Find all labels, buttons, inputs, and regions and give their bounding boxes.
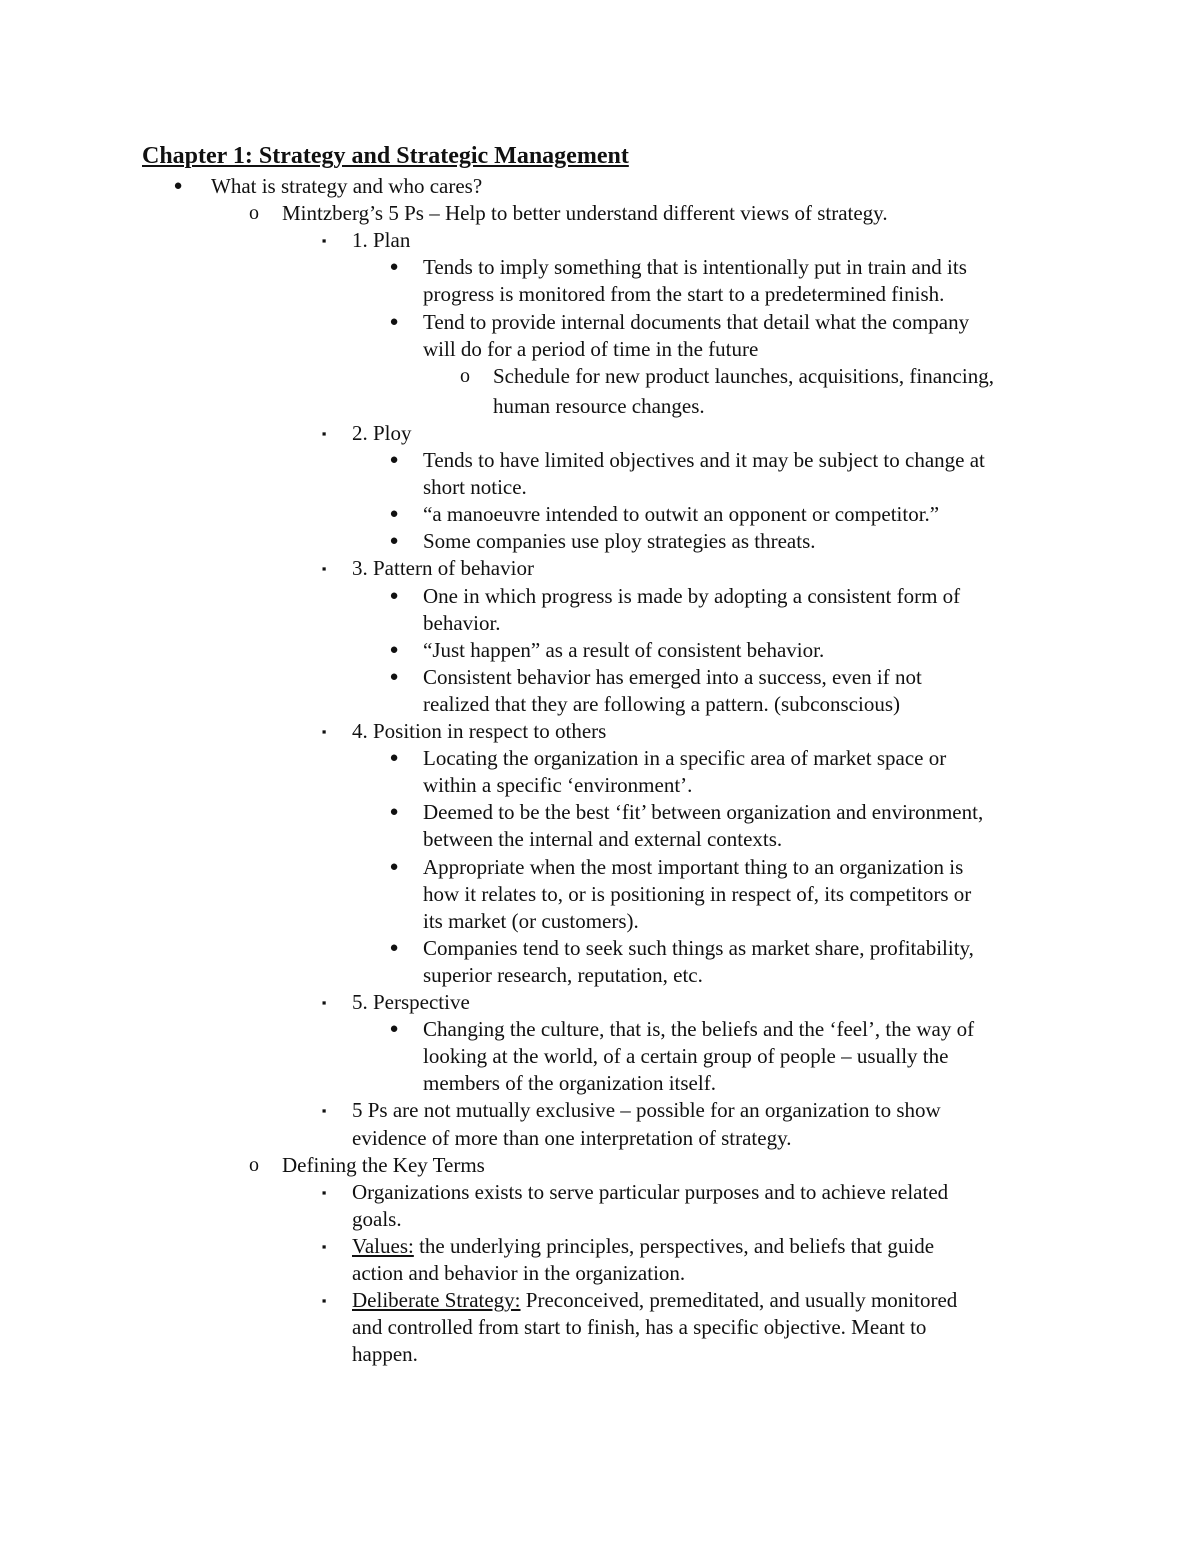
square-bullet-icon: ▪ — [321, 425, 327, 441]
outline-line — [423, 908, 639, 935]
line-text: Mintzberg’s 5 Ps – Help to better understand different views of strategy. — [282, 201, 888, 226]
line-text: behavior. — [423, 610, 501, 635]
line-text: the underlying principles, perspectives, and beliefs that guide — [413, 1233, 935, 1258]
outline-line — [423, 474, 527, 501]
line-text: Tends to have limited objectives and it may be subject to change at — [423, 448, 985, 472]
line-text: within a specific ‘environment’. — [423, 773, 693, 798]
line-text: realized that they are following a pattern. (subconscious) — [423, 691, 900, 716]
outline-line — [493, 363, 994, 390]
line-text: Changing the culture, that is, the beliefs and the ‘feel’, the way of — [423, 1017, 975, 1042]
square-bullet-icon: ▪ — [321, 233, 327, 249]
outline-line — [423, 664, 922, 691]
line-text: progress is monitored from the start to a predetermined finish. — [423, 282, 945, 307]
line-text: Locating the organization in a specific area of market space or — [423, 746, 947, 771]
outline-line — [352, 718, 606, 745]
outline-line — [493, 393, 705, 420]
line-text: “a manoeuvre intended to outwit an opponent or competitor.” — [423, 502, 940, 527]
outline-line — [352, 1125, 791, 1152]
outline-line — [423, 336, 758, 363]
line-text: 2. Ploy — [352, 420, 412, 445]
square-bullet-icon: ▪ — [321, 1103, 327, 1119]
chapter-title: Chapter 1: Strategy and Strategic Management — [142, 143, 629, 169]
line-text: action and behavior in the organization. — [352, 1261, 686, 1285]
line-text: 4. Position in respect to others — [352, 719, 607, 743]
bullet-icon: ● — [389, 506, 399, 523]
key-term: Values: — [352, 1233, 414, 1258]
bullet-icon: ● — [389, 452, 399, 468]
line-text: One in which progress is made by adopting a consistent form of — [423, 583, 961, 608]
bullet-icon: ● — [389, 587, 399, 604]
outline-line — [423, 745, 946, 772]
bullet-icon: ● — [389, 750, 399, 767]
outline-line — [352, 1097, 941, 1124]
outline-line — [423, 962, 703, 989]
outline-line — [423, 501, 939, 528]
line-text: short notice. — [423, 475, 527, 500]
outline-line — [423, 1070, 716, 1097]
outline-line — [423, 881, 971, 908]
square-bullet-icon: ▪ — [321, 1238, 327, 1254]
outline-line — [352, 1314, 926, 1341]
outline-line — [423, 799, 983, 826]
outline-line — [352, 555, 534, 582]
outline-line — [423, 528, 816, 555]
square-bullet-icon: ▪ — [321, 1184, 327, 1200]
line-text: Preconceived, premeditated, and usually monitored — [520, 1288, 958, 1313]
line-text: Organizations exists to serve particular purposes and to achieve related — [352, 1179, 949, 1204]
outline-line — [352, 1341, 418, 1368]
circle-bullet-icon: o — [460, 364, 470, 387]
outline-line — [423, 281, 944, 308]
line-text: will do for a period of time in the future — [423, 336, 759, 361]
outline-line — [423, 309, 969, 336]
bullet-icon: ● — [389, 641, 399, 658]
outline-line — [423, 447, 985, 474]
outline-line — [352, 1179, 948, 1206]
outline-line — [352, 1260, 685, 1287]
outline-line — [423, 1016, 974, 1043]
line-text: What is strategy and who cares? — [211, 174, 483, 198]
line-text: Defining the Key Terms — [282, 1152, 485, 1177]
bullet-icon: ● — [389, 1021, 399, 1038]
outline-line — [352, 1233, 934, 1260]
outline-line — [423, 583, 960, 610]
line-text: Consistent behavior has emerged into a success, even if not — [423, 664, 922, 689]
line-text: human resource changes. — [493, 393, 705, 418]
bullet-icon: ● — [389, 259, 399, 276]
line-text: 1. Plan — [352, 228, 411, 253]
outline-line — [423, 935, 974, 962]
line-text: happen. — [352, 1342, 418, 1367]
outline-line — [352, 1287, 957, 1314]
line-text: how it relates to, or is positioning in respect of, its competitors or — [423, 881, 972, 906]
bullet-icon: ● — [389, 804, 399, 821]
line-text: 5. Perspective — [352, 990, 470, 1014]
bullet-icon: ● — [389, 939, 399, 956]
bullet-icon: ● — [389, 313, 399, 330]
outline-line — [282, 1152, 485, 1179]
line-text: between the internal and external contexts. — [423, 827, 783, 852]
outline-line — [352, 989, 470, 1016]
outline-line — [423, 691, 900, 718]
line-text: Companies tend to seek such things as market share, profitability, — [423, 935, 974, 960]
outline-line — [352, 227, 410, 254]
line-text: 5 Ps are not mutually exclusive – possible for an organization to show — [352, 1098, 941, 1123]
bullet-icon: ● — [389, 668, 399, 685]
circle-bullet-icon: o — [249, 202, 259, 225]
square-bullet-icon: ▪ — [321, 1293, 327, 1309]
outline-line — [211, 173, 482, 200]
outline-line — [352, 1206, 402, 1233]
square-bullet-icon: ▪ — [321, 724, 327, 739]
bullet-icon: ● — [389, 533, 399, 550]
outline-line — [423, 854, 963, 881]
line-text: superior research, reputation, etc. — [423, 962, 703, 987]
line-text: Some companies use ploy strategies as threats. — [423, 529, 816, 554]
key-term: Deliberate Strategy: — [352, 1288, 521, 1313]
outline-line — [423, 637, 824, 664]
line-text: and controlled from start to finish, has a specific objective. Meant to — [352, 1315, 927, 1340]
outline-line — [423, 1043, 948, 1070]
outline-line — [423, 826, 782, 853]
outline-line — [423, 772, 692, 799]
line-text: Tend to provide internal documents that detail what the company — [423, 309, 970, 334]
line-text: Tends to imply something that is intentionally put in train and its — [423, 255, 967, 280]
outline-line — [282, 200, 888, 227]
line-text: goals. — [352, 1206, 402, 1231]
line-text: Deemed to be the best ‘fit’ between organization and environment, — [423, 800, 984, 825]
square-bullet-icon: ▪ — [321, 561, 327, 577]
outline-line — [423, 610, 501, 637]
line-text: its market (or customers). — [423, 908, 639, 933]
line-text: looking at the world, of a certain group of people – usually the — [423, 1044, 949, 1069]
line-text: Schedule for new product launches, acquisitions, financing, — [493, 363, 994, 388]
line-text: members of the organization itself. — [423, 1071, 716, 1096]
line-text: 3. Pattern of behavior — [352, 556, 534, 581]
circle-bullet-icon: o — [249, 1153, 259, 1176]
bullet-icon: ● — [173, 178, 183, 194]
line-text: Appropriate when the most important thing to an organization is — [423, 854, 964, 879]
square-bullet-icon: ▪ — [321, 995, 327, 1010]
line-text: evidence of more than one interpretation of strategy. — [352, 1125, 792, 1150]
outline-line — [423, 254, 967, 281]
bullet-icon: ● — [389, 858, 399, 875]
line-text: “Just happen” as a result of consistent behavior. — [423, 637, 825, 662]
outline-line — [352, 420, 412, 447]
